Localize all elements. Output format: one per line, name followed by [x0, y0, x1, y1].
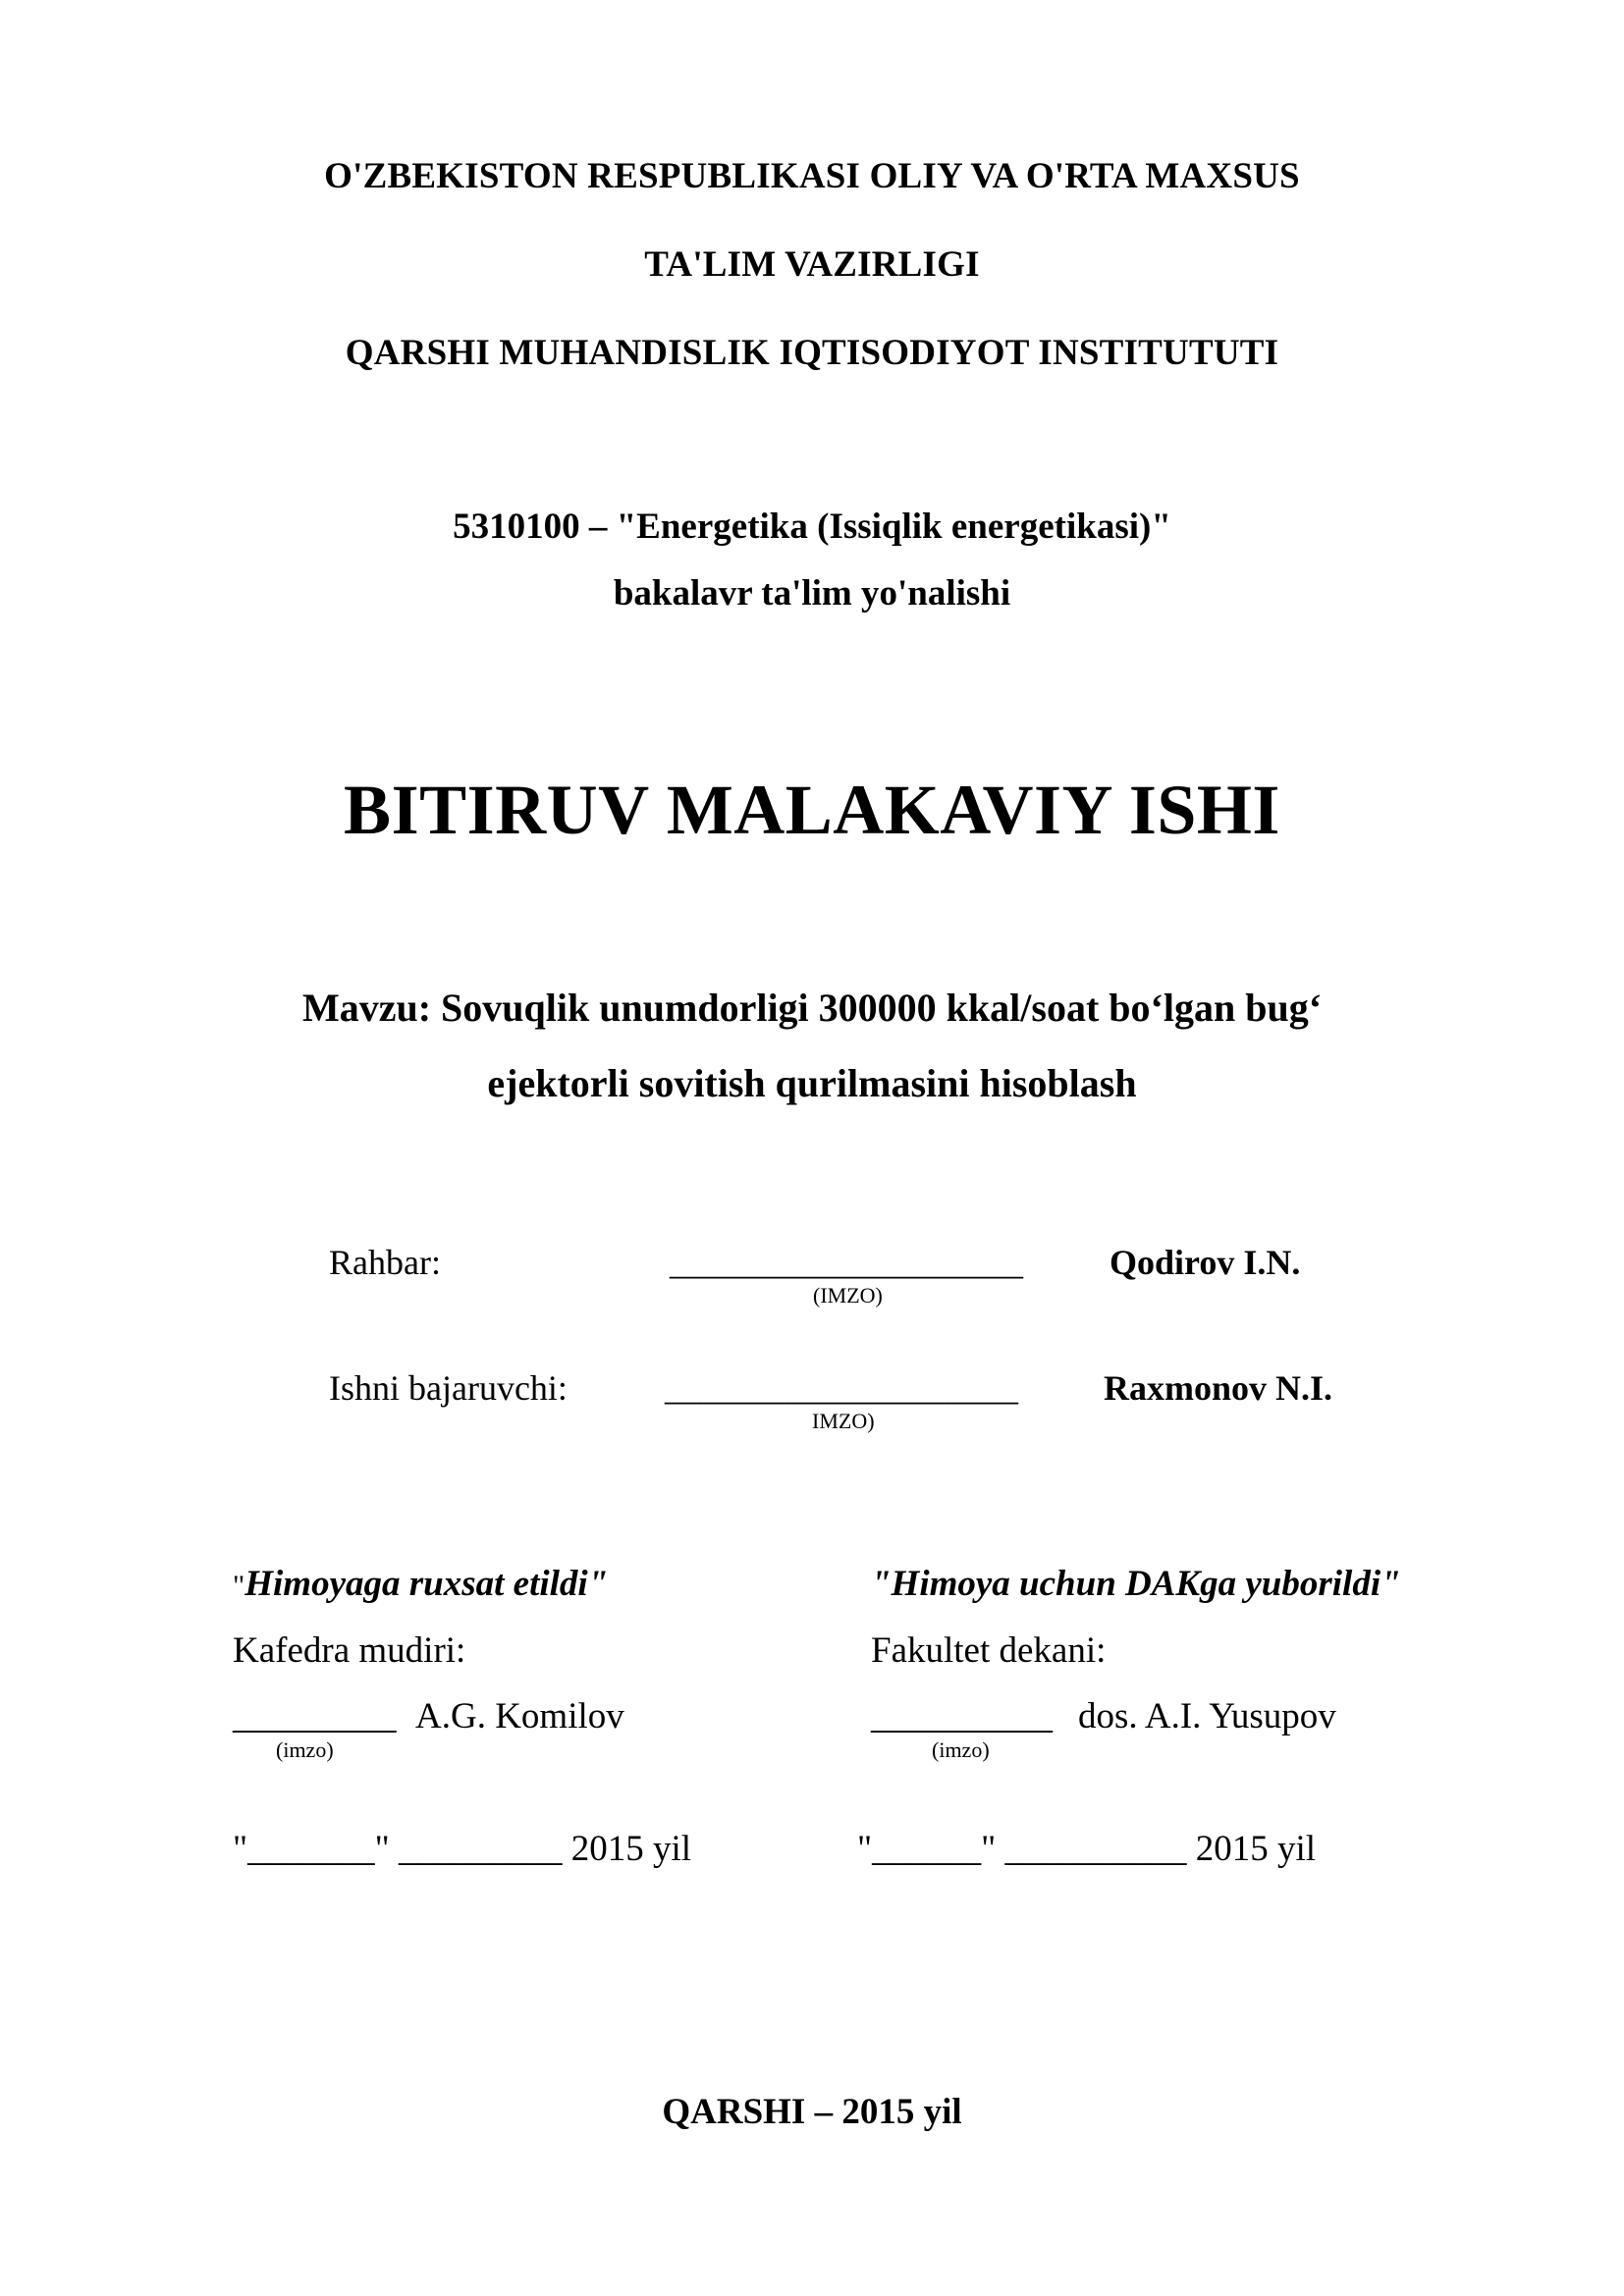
author-name: Raxmonov N.I. — [1104, 1368, 1333, 1408]
topic-line-2: ejektorli sovitish qurilmasini hisoblash — [487, 1061, 1137, 1105]
approval-right-name: dos. A.I. Yusupov — [1078, 1696, 1336, 1736]
approval-left-date: "_______" _________ 2015 yil — [233, 1829, 692, 1869]
ministry-line-1: O'ZBEKISTON RESPUBLIKASI OLIY VA O'RTA MAXSUS — [324, 156, 1300, 196]
supervisor-signature-caption: (IMZO) — [813, 1283, 883, 1308]
supervisor-signature-line: ____________________ — [670, 1243, 1023, 1282]
specialty-direction-line: bakalavr ta'lim yo'nalishi — [613, 573, 1011, 614]
author-label: Ishni bajaruvchi: — [329, 1368, 568, 1408]
approval-left-signature-line: _________ — [233, 1696, 397, 1736]
document-title: BITIRUV MALAKAVIY ISHI — [344, 771, 1280, 849]
footer-city-year: QARSHI – 2015 yil — [662, 2092, 962, 2132]
ministry-line-2: TA'LIM VAZIRLIGI — [644, 244, 980, 285]
author-signature-caption: IMZO) — [812, 1409, 875, 1433]
approval-left-quote: Himoyaga ruxsat etildi" — [244, 1564, 609, 1604]
approval-right-caption: (imzo) — [932, 1737, 990, 1762]
approval-left-role: Kafedra mudiri: — [233, 1630, 466, 1671]
supervisor-name: Qodirov I.N. — [1110, 1243, 1301, 1282]
approval-right-role: Fakultet dekani: — [871, 1630, 1107, 1671]
institute-name: QARSHI MUHANDISLIK IQTISODIYOT INSTITUTUTI — [345, 333, 1279, 373]
approval-left-heading — [233, 1563, 608, 1605]
author-signature-line: ____________________ — [665, 1368, 1018, 1408]
topic-line-1: Mavzu: Sovuqlik unumdorligi 300000 kkal/soat bo‘lgan bug‘ — [301, 986, 1323, 1030]
supervisor-label: Rahbar: — [329, 1243, 441, 1282]
approval-right-signature-line: __________ — [871, 1696, 1053, 1736]
specialty-code-line: 5310100 – "Energetika (Issiqlik energetikasi)" — [453, 507, 1171, 547]
approval-left-name: A.G. Komilov — [415, 1696, 624, 1736]
approval-right-quote: "Himoya uchun DAKga yuborildi" — [871, 1564, 1401, 1604]
approval-left-open-quote: " — [233, 1570, 245, 1602]
approval-right-date: "______" __________ 2015 yil — [857, 1829, 1317, 1869]
approval-left-caption: (imzo) — [276, 1737, 334, 1762]
